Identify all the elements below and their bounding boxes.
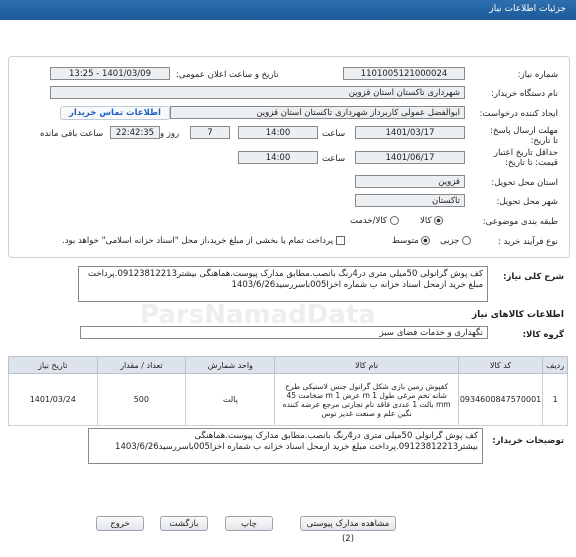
back-button[interactable]: بازگشت xyxy=(160,516,208,531)
deadline-time-field: 14:00 xyxy=(238,126,318,139)
process-option-medium[interactable]: متوسط xyxy=(392,236,430,246)
category-option-goods[interactable]: کالا xyxy=(420,216,443,226)
city-field: تاکستان xyxy=(355,194,465,207)
province-label: استان محل تحویل: xyxy=(491,178,558,188)
buyer-note-text: کف پوش گرانولی 50میلی متری در4رنگ بانصب.مطابق مدارک پیوست.هماهنگی بیشتر09123812213.پرداخت مبلغ خرید ازمحل اسناد خزانه ب شماره اخزا005باسررسید1403/6/26 xyxy=(88,428,483,464)
view-attachments-button[interactable]: مشاهده مدارک پیوستی (2) xyxy=(300,516,396,531)
col-name: نام کالا xyxy=(275,357,458,374)
creator-field: ابوالفضل عمولی کاربرداز شهرداری تاکستان استان قزوین xyxy=(170,106,465,119)
radio-selected-icon xyxy=(421,236,430,245)
process-option-minor[interactable]: جزیی xyxy=(440,236,471,246)
buyer-field: شهرداری تاکستان استان قزوین xyxy=(50,86,465,99)
page-title: جزئیات اطلاعات نیاز xyxy=(489,4,566,14)
announce-field: 1401/03/09 - 13:25 xyxy=(50,67,170,80)
col-code: کد کالا xyxy=(458,357,542,374)
days-field: 7 xyxy=(190,126,230,139)
row-unit: پالت xyxy=(186,374,275,426)
city-label: شهر محل تحویل: xyxy=(496,197,558,207)
days-label: روز و xyxy=(160,129,180,139)
col-date: تاریخ نیاز xyxy=(9,357,98,374)
creator-label: ایجاد کننده درخواست: xyxy=(479,109,558,119)
row-qty: 500 xyxy=(97,374,186,426)
process-label: نوع فرآیند خرید : xyxy=(497,237,558,247)
col-index: ردیف xyxy=(543,357,568,374)
row-date: 1401/03/24 xyxy=(9,374,98,426)
need-number-field: 1101005121000024 xyxy=(343,67,465,80)
goods-section-title: اطلاعات کالاهای نیاز xyxy=(471,310,564,320)
col-qty: تعداد / مقدار xyxy=(97,357,186,374)
checkbox-icon xyxy=(336,236,345,245)
goods-table xyxy=(8,356,568,426)
deadline-date-field: 1401/03/17 xyxy=(355,126,465,139)
contact-buyer-link[interactable]: اطلاعات تماس خریدار xyxy=(60,106,170,120)
row-code: 0934600847570001 xyxy=(458,374,542,426)
province-field: قزوین xyxy=(355,175,465,188)
deadline-time-label: ساعت xyxy=(322,129,346,139)
buyer-label: نام دستگاه خریدار: xyxy=(491,89,558,99)
row-index: 1 xyxy=(543,374,568,426)
validity-date-field: 1401/06/17 xyxy=(355,151,465,164)
radio-selected-icon xyxy=(434,216,443,225)
need-number-label: شماره نیاز: xyxy=(517,70,558,80)
radio-empty-icon xyxy=(462,236,471,245)
summary-label: شرح کلی نیاز: xyxy=(503,272,564,282)
buyer-note-label: توضیحات خریدار: xyxy=(492,436,564,446)
row-name: کفپوش زمین بازی شکل گرانول جنس لاستیکی طرح شانه تخم مرغی طول m 1 عرض m 1 ضخامت 45 mm بالت 1 عددی فاقد نام تجارتی مرجع عرضه کننده نگین علم و صنعت غدیر توس xyxy=(275,374,458,426)
category-label: طبقه بندی موضوعی: xyxy=(482,217,558,227)
goods-group-label: گروه کالا: xyxy=(522,330,564,340)
goods-group-field: نگهداری و خدمات فضای سبز xyxy=(80,326,488,339)
radio-empty-icon xyxy=(390,216,399,225)
payment-option[interactable]: پرداخت تمام یا بخشی از مبلغ خرید،از محل "اسناد خزانه اسلامی" خواهد بود. xyxy=(62,236,345,246)
announce-label: تاریخ و ساعت اعلان عمومی: xyxy=(176,70,279,80)
col-unit: واحد شمارش xyxy=(186,357,275,374)
watermark: ParsNamadData xyxy=(140,300,376,330)
validity-time-field: 14:00 xyxy=(238,151,318,164)
table-row xyxy=(9,374,568,426)
deadline-label: مهلت ارسال پاسخ: تا تاریخ: xyxy=(490,126,558,146)
category-option-goods-service[interactable]: کالا/خدمت xyxy=(350,216,399,226)
print-button[interactable]: چاپ xyxy=(225,516,273,531)
remaining-label: ساعت باقی مانده xyxy=(40,129,104,139)
validity-label: حداقل تاریخ اعتبار قیمت: تا تاریخ: xyxy=(493,148,558,168)
remaining-time-field: 22:42:35 xyxy=(110,126,160,139)
summary-text: کف پوش گرانولی 50میلی متری در4رنگ بانصب.مطابق مدارک پیوست.هماهنگی بیشتر09123812213.پرداخت مبلغ خرید ازمحل اسناد خزانه ب شماره اخزا005باسررسید1403/6/26 xyxy=(78,266,488,302)
title-bar xyxy=(0,0,576,20)
validity-time-label: ساعت xyxy=(322,154,346,164)
exit-button[interactable]: خروج xyxy=(96,516,144,531)
table-header-row xyxy=(9,357,568,374)
